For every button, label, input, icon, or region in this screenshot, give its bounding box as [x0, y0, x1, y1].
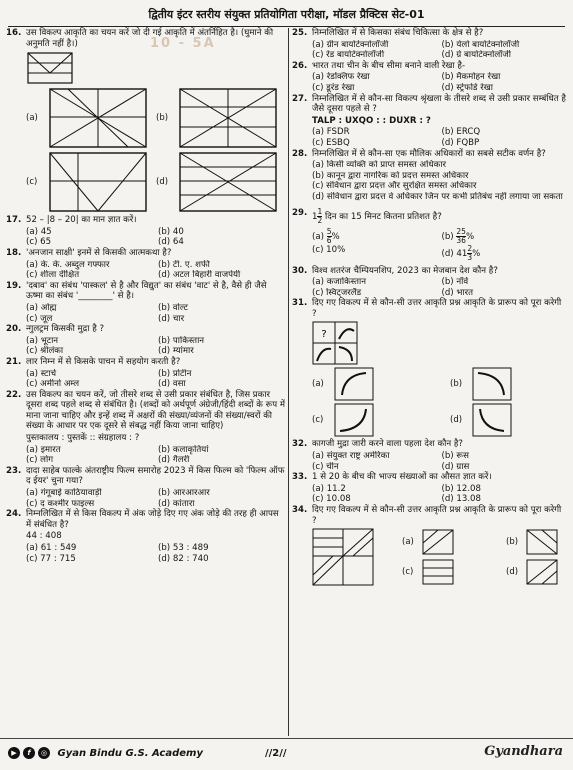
q20-option-c[interactable]: (c) श्रीलंका [26, 346, 64, 357]
q16-question-figure [6, 51, 286, 85]
q29-fraction: $\frac{1}{2}$ [317, 206, 323, 225]
q34-options: (a) (b) (c) (d) [402, 529, 558, 585]
youtube-icon[interactable]: ▶ [8, 747, 20, 759]
q23-option-a[interactable]: (a) गंगूबाई काठियावाड़ी [26, 488, 102, 499]
q26-option-d[interactable]: (d) स्ट्रेफोर्ड रेखा [441, 82, 494, 93]
q27-options [292, 127, 567, 148]
q27-option-b[interactable]: (b) ERCQ [441, 127, 481, 138]
question-33: 33. 1 से 20 के बीच की भाज्य संख्याओं का औसत ज्ञात करें। [292, 472, 492, 483]
gyandhara-logo: Gyandhara [484, 744, 563, 759]
q33-option-b[interactable]: (b) 12.08 [441, 483, 481, 494]
question-24: 24. निम्नलिखित में से किस विकल्प में अंक जोड़े दिए गए अंक जोड़े की तरह ही आपस में संबंधित है? [6, 509, 279, 530]
q32-option-b[interactable]: (b) रूस [441, 451, 469, 462]
facebook-icon[interactable]: f [23, 747, 35, 759]
q28-option-d[interactable]: (d) संविधान द्वारा प्रदत्त वे अधिकार जिन पर कभी प्रतिबंध नहीं लगाया जा सकता [312, 191, 563, 202]
instagram-icon[interactable]: ◎ [38, 747, 50, 759]
q29-option-b[interactable]: (b) $\frac{25}{36}$ % [441, 227, 475, 245]
q24-option-c[interactable]: (c) 77 : 715 [26, 553, 76, 564]
watermark-stamp: 10 - 5A [150, 36, 216, 51]
q19-options [6, 303, 286, 324]
question-27: 27. निम्नलिखित में से कौन-सा विकल्प श्रृंखला के तीसरे शब्द से उसी प्रकार सम्बंधित है जैसे दूसरा पहले से ? [292, 93, 566, 115]
page-number: //2// [265, 748, 287, 759]
q31-options-row-1: (a) (b) [292, 367, 567, 401]
q28-options [292, 160, 567, 202]
q31-option-a-figure[interactable] [334, 367, 374, 401]
q18-option-a[interactable]: (a) के. के. अब्दुल गफ्फार [26, 259, 110, 270]
q32-options [292, 451, 567, 472]
q27-option-c[interactable]: (c) ESBQ [312, 137, 350, 148]
q27-option-a[interactable]: (a) FSDR [312, 127, 350, 138]
q18-option-c[interactable]: (c) शीला दीक्षित [26, 270, 80, 281]
q16-option-c-figure[interactable] [48, 151, 148, 213]
q16-options-row-2: (c) (d) [6, 151, 286, 213]
q20-option-b[interactable]: (b) पाकिस्तान [158, 335, 205, 346]
q24-option-b[interactable]: (b) 53 : 489 [158, 543, 209, 553]
q22-option-b[interactable]: (b) कलाकृतियां [158, 444, 209, 455]
q31-options-row-2: (c) (d) [292, 403, 567, 437]
q26-option-a[interactable]: (a) रेडक्लिफ रेखा [312, 72, 370, 83]
question-25: 25. निम्नलिखित में से किसका संबंध चिकित्सा के क्षेत्र से है? [292, 28, 484, 38]
q16-option-a-figure[interactable] [48, 87, 148, 149]
q32-option-c[interactable]: (c) चीन [312, 461, 339, 472]
q16-option-d-figure[interactable] [178, 151, 278, 213]
q23-option-b[interactable]: (b) आरआरआर [158, 488, 210, 499]
q31-option-d-figure[interactable] [472, 403, 512, 437]
question-16: 16. उस विकल्प आकृति का चयन करें जो दी गई आकृति में अंतर्निहित है। (घुमाने की अनुमति नहीं है।) [6, 28, 274, 49]
q19-option-b[interactable]: (b) वोल्ट [158, 302, 188, 313]
q34-figures [292, 528, 567, 586]
question-30: 30. विश्व शतरंज चैम्पियनशिप, 2023 का मेजबान देश कौन है? [292, 265, 498, 276]
question-19: 19. 'दबाव' का संबंध 'पास्कल' से है और विद्युत' का संबंध 'वाट' से है, वैसे ही जैसे ऊष्मा का संबंध '________' से है। [6, 280, 267, 302]
q32-option-a[interactable]: (a) संयुक्त राष्ट्र अमेरिका [312, 451, 390, 462]
q21-option-c[interactable]: (c) अमीनो अम्ल [26, 379, 80, 390]
q33-options [292, 484, 567, 505]
q23-option-c[interactable]: (c) द कश्मीर फाइल्स [26, 498, 95, 509]
q16-figure-graphic [26, 51, 96, 85]
q17-options [6, 227, 286, 248]
q21-option-a[interactable]: (a) स्टार्च [26, 368, 57, 379]
q21-option-d[interactable]: (d) वसा [158, 379, 186, 390]
question-22: 22. उस विकल्प का चयन करें, जो तीसरे शब्द से उसी प्रकार संबंधित है, जिस प्रकार दूसरा शब्द पहले शब्द से संबंधित है। (शब्दों को अर्थपूर्ण अंग्रेजी/हिंदी शब्दों के रूप में माना जाना चाहिए और इन्हें शब्द में अक्षरों की संख्या/व्यंजनों की संख्या/स्वरों की संख्या के आधार पर एक दूसरे से संबद्ध नहीं किया जाना चाहिए) [6, 389, 286, 432]
q26-option-b[interactable]: (b) मैकमोहन रेखा [441, 72, 501, 83]
q31-question-figure [292, 321, 567, 365]
q22-option-d[interactable]: (d) गैलरी [158, 455, 190, 466]
q25-option-d[interactable]: (d) ग्रे बायोटेक्नोलॉजी [441, 50, 512, 61]
q19-option-d[interactable]: (d) चार [158, 313, 185, 324]
q25-option-b[interactable]: (b) येलो बायोटेक्नोलॉजी [441, 39, 520, 50]
question-18: 18. 'अनजान साक्षी' इनमें से किसकी आत्मकथा है? [6, 247, 172, 258]
q17-option-c[interactable]: (c) 65 [26, 237, 52, 248]
q27-option-d[interactable]: (d) FQBP [441, 137, 480, 148]
q33-option-c[interactable]: (c) 10.08 [312, 494, 351, 505]
q34-option-b-figure[interactable] [526, 529, 558, 555]
q18-option-b[interactable]: (b) टी. ए. शफी [158, 259, 210, 270]
column-divider [288, 28, 289, 736]
q16-option-b-figure[interactable] [178, 87, 278, 149]
q18-options [6, 260, 286, 281]
q34-question-figure [312, 528, 374, 586]
q22-option-c[interactable]: (c) लोग [26, 455, 54, 466]
q24-option-a[interactable]: (a) 61 : 549 [26, 543, 77, 553]
q17-option-b[interactable]: (b) 40 [158, 226, 184, 237]
q21-option-b[interactable]: (b) प्रोटीन [158, 368, 192, 379]
page-header: द्वितीय इंटर स्तरीय संयुक्त प्रतियोगिता परीक्षा, मॉडल प्रैक्टिस सेट-01 [8, 4, 565, 27]
footer-brand: ▶ f ◎ Gyan Bindu G.S. Academy [8, 747, 203, 759]
q33-option-d[interactable]: (d) 13.08 [441, 494, 481, 505]
q30-option-d[interactable]: (d) भारत [441, 287, 474, 298]
q29-option-d[interactable]: (d) 41 $\frac{2}{3}$ % [441, 244, 481, 262]
q27-sub: TALP : UXQO : : DUXR : ? [312, 115, 431, 126]
q19-option-c[interactable]: (c) जूल [26, 313, 53, 324]
q31-option-b-figure[interactable] [472, 367, 512, 401]
q32-option-d[interactable]: (d) ग्रास [441, 461, 470, 472]
q17-option-a[interactable]: (a) 45 [26, 226, 52, 237]
q28-option-a[interactable]: (a) किसी व्यक्ति को प्राप्त समस्त अधिकार [312, 160, 446, 171]
q26-options [292, 72, 567, 93]
q20-option-a[interactable]: (a) भूटान [26, 335, 59, 346]
q22-sub: पुस्तकालय : पुस्तकें :: संग्रहालय : ? [26, 433, 140, 444]
q30-options [292, 277, 567, 298]
q29-options [292, 228, 567, 262]
q31-figure-graphic [312, 321, 358, 365]
q33-option-a[interactable]: (a) 11.2 [312, 483, 346, 494]
q34-option-a-figure[interactable] [422, 529, 454, 555]
q25-options [292, 40, 567, 61]
q18-option-d[interactable]: (d) अटल बिहारी वाजपेयी [158, 270, 241, 281]
q28-option-c[interactable]: (c) संविधान द्वारा प्रदत्त और सुरक्षित समस्त अधिकार [312, 181, 477, 192]
q30-option-b[interactable]: (b) नॉर्वे [441, 277, 469, 288]
q34-option-d-figure[interactable] [526, 559, 558, 585]
q24-option-d[interactable]: (d) 82 : 740 [158, 553, 209, 564]
question-31: 31. दिए गए विकल्प में से कौन-सी उत्तर आकृति प्रश्न आकृति के प्रारूप को पूरा करेगी ? [292, 298, 562, 319]
question-20: 20. न्गुलट्रम किसकी मुद्रा है ? [6, 324, 105, 335]
q19-option-a[interactable]: (a) ओह्म [26, 302, 57, 313]
question-28: 28. निम्नलिखित में से कौन-सा एक मौलिक अधिकारों का सबसे सटीक वर्णन है? [292, 148, 546, 159]
q23-option-d[interactable]: (d) कांतारा [158, 498, 195, 509]
q17-option-d[interactable]: (d) 64 [158, 237, 184, 248]
q25-option-c[interactable]: (c) रेड बायोटेक्नोलॉजी [312, 50, 385, 61]
q34-option-c-figure[interactable] [422, 559, 454, 585]
question-21: 21. लार निम्न में से किसके पाचन में सहयोग करती है? [6, 356, 181, 367]
q26-option-c[interactable]: (c) डूरंड रेखा [312, 82, 355, 93]
question-32: 32. कागजी मुद्रा जारी करने वाला पहला देश कौन है? [292, 439, 463, 450]
q29-option-a[interactable]: (a) $\frac{5}{6}$ % [312, 227, 340, 245]
q20-option-d[interactable]: (d) म्यांमार [158, 346, 194, 357]
q29-option-c[interactable]: (c) 10% [312, 244, 346, 255]
q31-question-mark: ? [321, 329, 327, 341]
q16-options-row-1: (a) (b) [6, 87, 286, 149]
question-34: 34. दिए गए विकल्प में से कौन-सी उत्तर आकृति प्रश्न आकृति के प्रारूप को पूरा करेगी ? [292, 505, 562, 526]
q24-sub: 44 : 408 [26, 531, 62, 542]
q31-option-c-figure[interactable] [334, 403, 374, 437]
question-26: 26. भारत तथा चीन के बीच सीमा बनाने वाली रेखा है- [292, 60, 466, 71]
q21-options [6, 369, 286, 390]
page-footer [0, 738, 573, 769]
q24-options [6, 543, 286, 564]
q20-options [6, 336, 286, 357]
q30-option-a[interactable]: (a) कजाकिस्तान [312, 277, 366, 288]
q25-option-a[interactable]: (a) ग्रीन बायोटेक्नोलॉजी [312, 39, 389, 50]
q30-option-c[interactable]: (c) स्विट्जरलैंड [312, 287, 362, 298]
q23-options [6, 488, 286, 509]
q22-option-a[interactable]: (a) इमारत [26, 444, 61, 455]
q22-options [6, 445, 286, 466]
right-column [292, 28, 567, 588]
question-23: 23. दादा साहेब फाल्के अंतराष्ट्रीय फिल्म समारोह 2023 में किस फिल्म को 'फिल्म ऑफ द ईयर' चुना गया? [6, 465, 285, 487]
question-29: 29. 1 $\frac{1}{2}$ दिन का 15 मिनट कितना प्रतिशत है? [292, 206, 442, 225]
question-17: 17. 52 – |8 – 20| का मान ज्ञात करें। [6, 215, 137, 226]
left-column [6, 28, 286, 564]
q28-option-b[interactable]: (b) कानून द्वारा नागरिक को प्रदत्त समस्त अधिकार [312, 170, 469, 181]
